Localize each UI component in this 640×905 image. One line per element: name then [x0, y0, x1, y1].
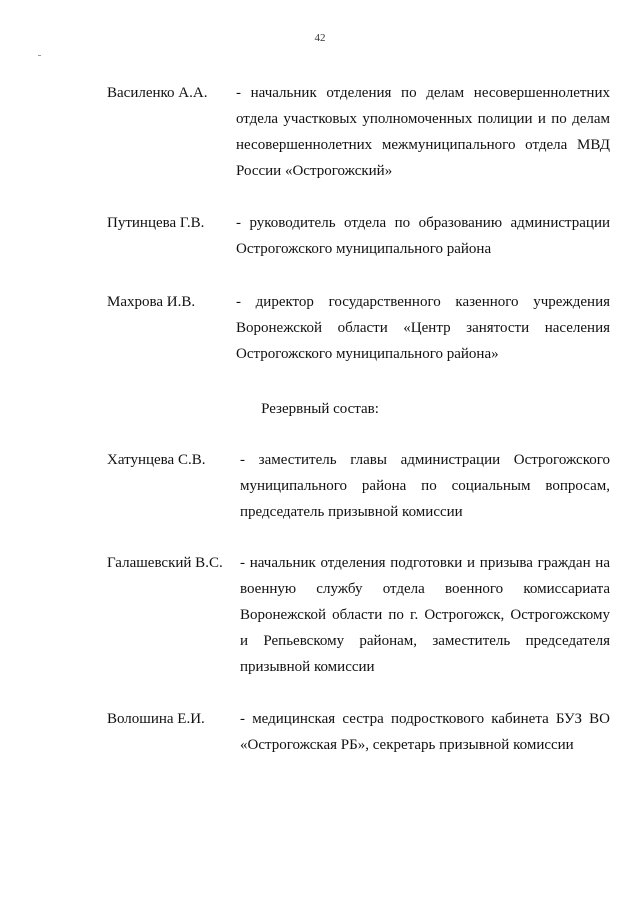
description-line: муниципального района по социальным вопросам, [240, 478, 610, 494]
description-line: России «Острогожский» [236, 163, 393, 179]
reserve-section-title: Резервный состав: [261, 401, 379, 417]
member-description [240, 550, 610, 680]
member-name: Волошина Е.И. [107, 711, 205, 727]
description-line: Воронежской области «Центр занятости населения [236, 320, 610, 336]
description-line: и Репьевскому районам, заместитель председателя [240, 633, 610, 649]
member-description [240, 447, 610, 525]
description-line: - заместитель главы администрации Острогожского [240, 452, 610, 468]
margin-mark [38, 55, 41, 56]
page-number: 42 [314, 32, 326, 44]
member-name: Василенко А.А. [107, 85, 208, 101]
description-line: отдела участковых уполномоченных полиции и по делам [236, 111, 610, 127]
description-line: - начальник отделения подготовки и призыва граждан на [240, 555, 610, 571]
description-line: военную службу отдела военного комиссариата [240, 581, 610, 597]
description-line: председатель призывной комиссии [240, 504, 463, 520]
description-line: - начальник отделения по делам несовершеннолетних [236, 85, 610, 101]
description-line: несовершеннолетних межмуниципального отдела МВД [236, 137, 610, 153]
member-name: Галашевский В.С. [107, 555, 223, 571]
description-line: - медицинская сестра подросткового кабинета БУЗ ВО [240, 711, 610, 727]
member-name: Махрова И.В. [107, 294, 196, 310]
description-line: призывной комиссии [240, 659, 375, 675]
description-line: Воронежской области по г. Острогожск, Острогожскому [240, 607, 610, 623]
description-line: - руководитель отдела по образованию администрации [236, 215, 610, 231]
member-name: Хатунцева С.В. [107, 452, 206, 468]
member-description [240, 706, 610, 758]
description-line: Острогожского муниципального района [236, 241, 492, 257]
description-line: «Острогожская РБ», секретарь призывной комиссии [240, 737, 574, 753]
member-name: Путинцева Г.В. [107, 215, 205, 231]
description-line: - директор государственного казенного учреждения [236, 294, 610, 310]
description-line: Острогожского муниципального района» [236, 346, 499, 362]
member-description [236, 80, 610, 184]
member-description [236, 289, 610, 367]
member-description [236, 210, 610, 262]
